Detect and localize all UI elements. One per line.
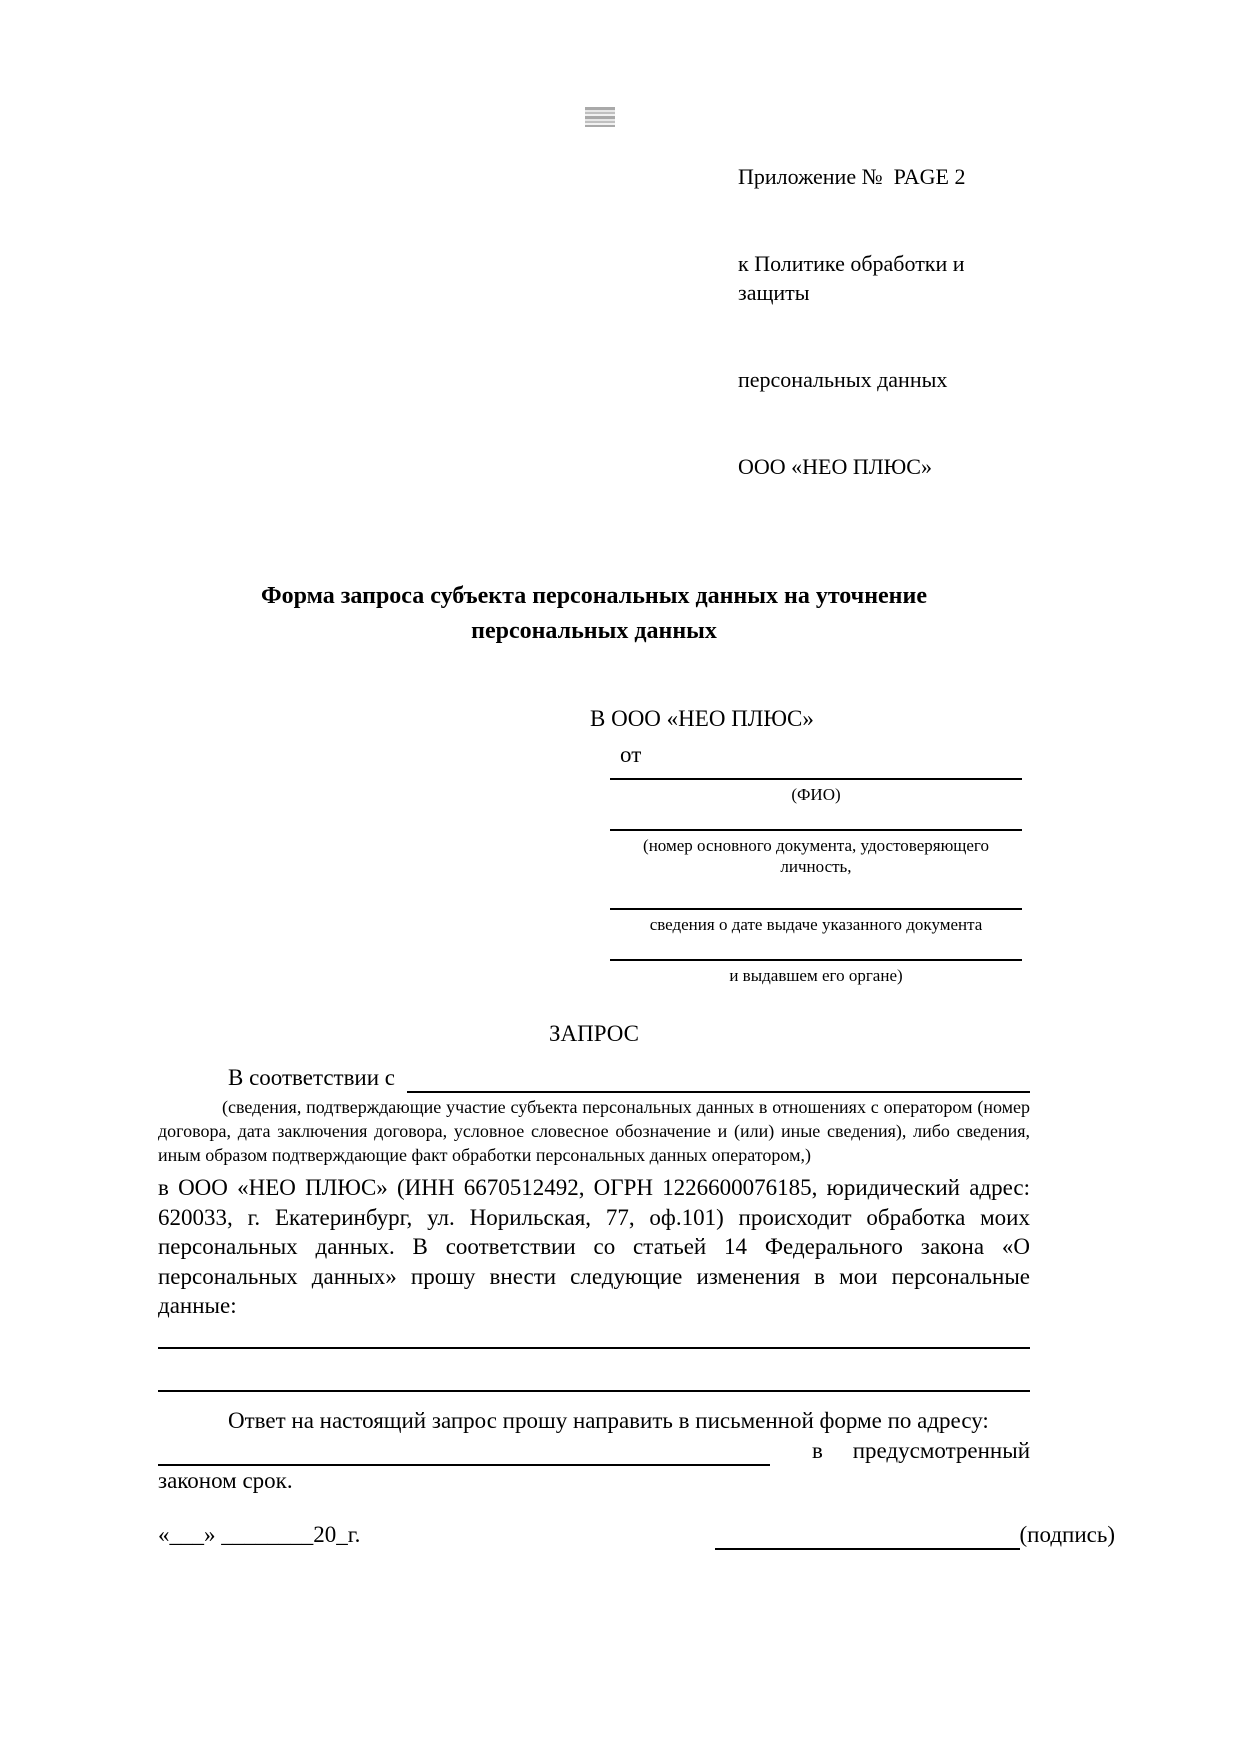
reply-word-v: в [812,1437,823,1463]
reply-address-fill-line [158,1437,770,1466]
document-content [158,0,1115,1550]
issue-date-caption: сведения о дате выдаче указанного документа [649,915,983,934]
request-body-paragraph: в ООО «НЕО ПЛЮС» (ИНН 6670512492, ОГРН 1226600076185, юридический адрес: 620033, г. Екатеринбург, ул. Норильская, 77, оф.101) происходит обработка моих персональных данных. В соответствии со статьей 14 Федерального закона «О персональных данных» прошу внести следующие изменения в мои персональные данные: [158,1175,1030,1318]
accordance-fill-line [407,1064,1030,1093]
request-heading: ЗАПРОС [548,1021,640,1046]
reply-address-sentence: Ответ на настоящий запрос прошу направить в письменной форме по адресу: [228,1407,989,1433]
issue-date-field [610,908,1022,935]
signature-block [715,1520,1115,1550]
addressee-to: В ООО «НЕО ПЛЮС» [590,706,814,731]
accordance-line [158,1063,1030,1093]
document-number-caption: (номер основного документа, удостоверяющего личность, [643,836,989,876]
appendix-note [738,104,1030,539]
issue-date-fill-line [610,908,1022,910]
appendix-line-4: ООО «НЕО ПЛЮС» [738,454,932,479]
accordance-footnote: (сведения, подтверждающие участие субъекта персональных данных в отношениях с оператором (номер договора, дата заключения договора, условное словесное обозначение и (или) иные сведения), либо сведения, иным образом подтверждающие факт обработки персональных данных оператором,) [158,1097,1030,1165]
reply-sentence-end: законом срок. [158,1467,293,1493]
changes-fill-line-2 [158,1390,1030,1392]
date-fill-text: «___» ________20_г. [158,1521,361,1547]
issuing-authority-caption: и выдавшем его органе) [729,966,903,985]
document-title-line-1: Форма запроса субъекта персональных данных на уточнение [261,583,927,609]
document-number-fill-line [610,829,1022,831]
document-number-field [610,829,1022,877]
date-signature-row [158,1520,1115,1550]
reply-address-line [158,1436,1030,1466]
appendix-line-3: персональных данных [738,367,948,392]
accordance-prefix: В соответствии с [228,1065,396,1090]
signature-fill-line [715,1521,1020,1550]
signature-caption: (подпись) [1019,1521,1115,1547]
reply-word-predusmotrenny: предусмотренный [852,1437,1030,1463]
fio-fill-line [610,778,1022,780]
document-title-line-2: персональных данных [471,618,717,644]
paragraph-indent [158,1063,228,1093]
addressee-from-label: от [620,742,642,767]
appendix-line-1: Приложение № PAGE 2 [738,164,966,189]
issuing-authority-fill-line [610,959,1022,961]
appendix-line-2: к Политике обработки и защиты [738,251,971,305]
issuing-authority-field [610,959,1022,986]
fio-field [610,778,1022,805]
changes-fill-line-1 [158,1347,1030,1349]
fio-caption: (ФИО) [791,785,841,804]
document-title [158,579,1030,649]
